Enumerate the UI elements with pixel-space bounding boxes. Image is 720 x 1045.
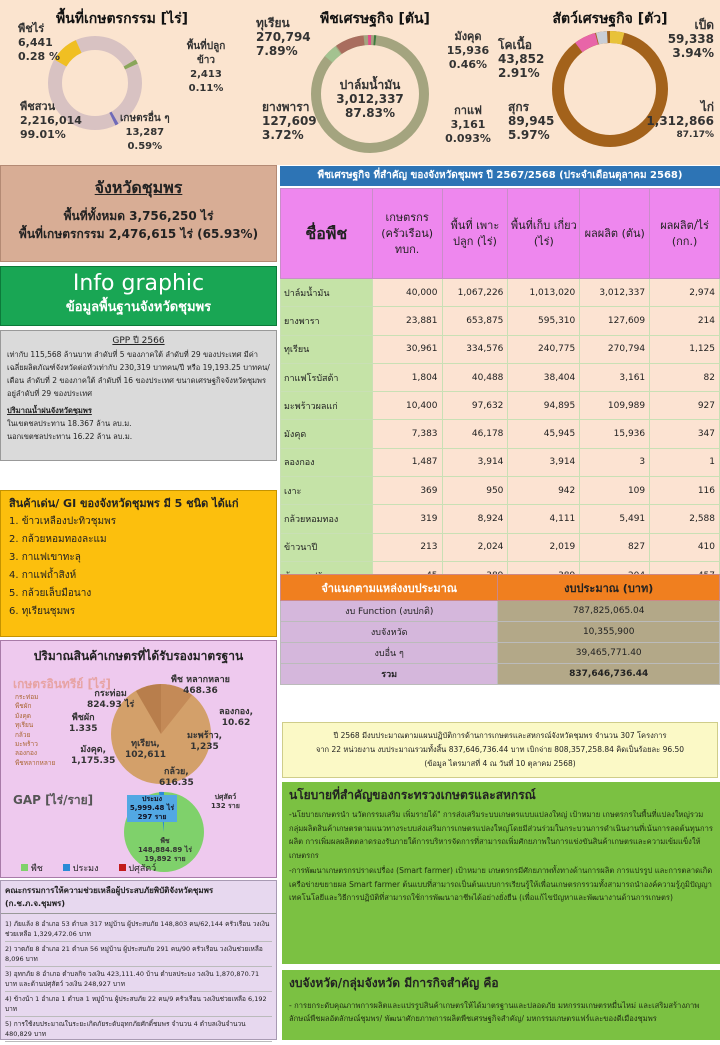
crop-name: มะพร้าวผลแก่ bbox=[281, 392, 373, 420]
label-rice: พื้นที่ปลูกข้าว 2,413 0.11% bbox=[186, 41, 226, 94]
province-total-area: พื้นที่ทั้งหมด 3,756,250 ไร่ bbox=[63, 209, 214, 223]
crop-name: ยางพารา bbox=[281, 307, 373, 335]
crop-value: 94,895 bbox=[508, 392, 580, 420]
label-orchard: พืชสวน 2,216,014 99.01% bbox=[20, 100, 82, 141]
table-row bbox=[281, 643, 720, 664]
crop-value: 3,914 bbox=[508, 448, 580, 476]
standards-panel bbox=[0, 640, 277, 878]
organic-label-banana: กล้วย, 616.35 bbox=[159, 767, 194, 788]
committee-heading: คณะกรรมการให้ความช่วยเหลือผู้ประสบภัยพิบัติจังหวัดชุมพร (ก.ช.ภ.จ.ชุมพร) bbox=[1, 881, 276, 914]
table-row bbox=[281, 279, 720, 307]
organic-label-kratom: กระท่อม 824.93 ไร่ bbox=[87, 689, 135, 710]
province-agri-area: พื้นที่เกษตรกรรม 2,476,615 ไร่ (65.93%) bbox=[18, 227, 259, 241]
table-row bbox=[281, 448, 720, 476]
crop-value: 270,794 bbox=[580, 335, 650, 363]
organic-legend bbox=[15, 693, 55, 768]
crop-value: 109 bbox=[580, 477, 650, 505]
committee-row: 1) ภัยแล้ง 8 อำเภอ 53 ตำบล 317 หมู่บ้าน ผู้ประสบภัย 148,803 คน/62,144 ครัวเรือน วงเงินช่วยเหลือ 1,329,472.06 บาท bbox=[5, 917, 272, 942]
gap-label-crops: พืช 148,884.89 ไร่ 19,892 ราย bbox=[137, 837, 192, 863]
organic-label-coconut: มะพร้าว, 1,235 bbox=[187, 731, 223, 752]
gpp-text: เท่ากับ 115,568 ล้านบาท ลำดับที่ 5 ของภาคใต้ ลำดับที่ 29 ของประเทศ มีค่าเฉลี่ยผลิตภัณฑ์จังหวัดต่อหัวเท่ากับ 230,319 บาทคน/ปี หรือ 19,193.25 บาทคน/เดือน ลำดับที่ 2 ของภาคใต้ ลำดับที่ 16 ของประเทศ ขนาดเศรษฐกิจจังหวัดชุมพรอยู่ลำดับที่ 29 ของประเทศ bbox=[7, 350, 270, 398]
crop-value: 1,487 bbox=[372, 448, 442, 476]
crop-value: 15,936 bbox=[580, 420, 650, 448]
crop-value: 8,924 bbox=[442, 505, 508, 533]
organic-title: เกษตรอินทรีย์ [ไร่] bbox=[13, 677, 111, 691]
crop-value: 109,989 bbox=[580, 392, 650, 420]
label-other-agri: เกษตรอื่น ๆ 13,287 0.59% bbox=[120, 113, 170, 152]
gi-item: 4. กาแฟถ้ำสิงห์ bbox=[9, 570, 77, 581]
province-name: จังหวัดชุมพร bbox=[94, 178, 183, 197]
crop-value: 2,588 bbox=[650, 505, 720, 533]
gap-legend bbox=[21, 861, 156, 875]
crop-value: 1,804 bbox=[372, 363, 442, 391]
legend-item: ลองกอง bbox=[15, 749, 38, 758]
crop-value: 10,400 bbox=[372, 392, 442, 420]
table-row bbox=[281, 622, 720, 643]
crop-value: 1 bbox=[650, 448, 720, 476]
policy-heading: นโยบายที่สำคัญของกระทรวงเกษตรและสหกรณ์ bbox=[289, 788, 536, 802]
legend-item: กระท่อม bbox=[15, 693, 39, 701]
committee-row: 5) การใช้งบประมาณในระยะเกิดภัยระดับอุทกภัยศักดิ์ชมพร จำนวน 4 ตำบลเงินจำนวน 480,829 บาท bbox=[5, 1017, 272, 1042]
policy-paragraph: -การพัฒนาเกษตรกรปราดเปรื่อง (Smart farmer) เป้าหมาย เกษตรกรมีศักยภาพทั้งทางด้านการผลิต การแปรรูป และการตลาดเกิดเครือข่ายขยายผล Smart farmer ต้นแบบที่สามารถเป็นต้นแบบการเรียนรู้ให้เพื่อนเกษตรกรรวมทั้งสามารถนำองค์ความรู้ภูมิปัญญา เทคโนโลยีและวิธีการปฏิบัติที่สามารถใช้การพัฒนาอาชีพได้อย่างยั่งยืน (เพื่อแก้ไขปัญหาและพัฒนางานด้านการเกษตร) bbox=[289, 866, 713, 902]
gap-label-fishery: ประมง 5,999.48 ไร่ 297 ราย bbox=[127, 795, 177, 822]
label-pig: สุกร 89,945 5.97% bbox=[508, 100, 555, 142]
crop-value: 942 bbox=[508, 477, 580, 505]
crop-value: 5,491 bbox=[580, 505, 650, 533]
top-summary-strip bbox=[0, 0, 720, 165]
gi-item: 2. กล้วยหอมทองละแม bbox=[9, 534, 107, 545]
crop-name: ปาล์มน้ำมัน bbox=[281, 279, 373, 307]
budget-source: งบ Function (งบปกติ) bbox=[281, 601, 498, 622]
table-row bbox=[281, 363, 720, 391]
crop-value: 334,576 bbox=[442, 335, 508, 363]
organic-label-vegetables: พืชผัก 1.335 bbox=[69, 713, 98, 734]
crop-value: 97,632 bbox=[442, 392, 508, 420]
gpp-panel bbox=[0, 330, 277, 461]
crop-value: 2,024 bbox=[442, 533, 508, 561]
crop-name: กาแฟโรบัสต้า bbox=[281, 363, 373, 391]
province-summary bbox=[0, 165, 277, 262]
budget-amount: 10,355,900 bbox=[498, 622, 720, 643]
crop-value: 595,310 bbox=[508, 307, 580, 335]
crop-value: 410 bbox=[650, 533, 720, 561]
crop-value: 3 bbox=[580, 448, 650, 476]
gap-legend-livestock: ปศุสัตว์ bbox=[119, 861, 157, 875]
col-header: งบประมาณ (บาท) bbox=[498, 575, 720, 601]
crop-value: 1,067,226 bbox=[442, 279, 508, 307]
gap-title: GAP [ไร่/ราย] bbox=[13, 793, 94, 807]
col-header: ผลผลิต/ไร่ (กก.) bbox=[650, 189, 720, 279]
crop-value: 950 bbox=[442, 477, 508, 505]
policy-panel bbox=[282, 782, 720, 964]
gi-item: 3. กาแฟเขาทะลุ bbox=[9, 552, 81, 563]
label-field-crops: พืชไร่ 6,441 0.28 % bbox=[18, 22, 60, 63]
infographic-banner bbox=[0, 266, 277, 326]
label-durian: ทุเรียน 270,794 7.89% bbox=[256, 16, 311, 58]
organic-label-durian: ทุเรียน, 102,611 bbox=[125, 739, 166, 760]
col-header: เกษตรกร (ครัวเรือน) ทบก. bbox=[372, 189, 442, 279]
table-row bbox=[281, 335, 720, 363]
budget-note-line: จาก 22 หน่วยงาน งบประมาณรวมทั้งสิ้น 837,646,736.44 บาท เบิกจ่าย 808,357,258.84 คิดเป็นร้อยละ 96.50 bbox=[315, 745, 685, 754]
table-row bbox=[281, 601, 720, 622]
econ-crops-title: พืชเศรษฐกิจ [ตัน] bbox=[320, 11, 430, 27]
water-heading: ปริมาณน้ำฝนจังหวัดชุมพร bbox=[7, 406, 92, 415]
label-chicken: ไก่ 1,312,866 87.17% bbox=[646, 100, 714, 140]
budget-table bbox=[280, 574, 720, 685]
infographic-subtitle: ข้อมูลพื้นฐานจังหวัดชุมพร bbox=[65, 300, 212, 315]
crop-value: 347 bbox=[650, 420, 720, 448]
budget-table-header bbox=[281, 575, 720, 601]
standards-title: ปริมาณสินค้าเกษตรที่ได้รับรองมาตรฐาน bbox=[33, 649, 244, 663]
crop-value: 4,111 bbox=[508, 505, 580, 533]
organic-label-mixed: พืช หลากหลาย 468.36 bbox=[171, 675, 230, 696]
committee-row: 3) อุทกภัย 8 อำเภอ ตำบลกิจ วงเงิน 423,111.40 บ้าน ตำบลประมง วงเงิน 1,870,870.71 บาท และด้านปศุสัตว์ วงเงิน 248,927 บาท bbox=[5, 967, 272, 992]
label-coffee: กาแฟ 3,161 0.093% bbox=[445, 104, 491, 145]
budget-source: งบอื่น ๆ bbox=[281, 643, 498, 664]
budget-note bbox=[282, 722, 718, 778]
infographic-title: Info graphic bbox=[72, 271, 205, 296]
table-row bbox=[281, 533, 720, 561]
provincial-budget-heading: งบจังหวัด/กลุ่มจังหวัด มีการกิจสำคัญ คือ bbox=[289, 976, 499, 990]
table-row bbox=[281, 392, 720, 420]
legend-item: กล้วย bbox=[15, 730, 31, 739]
table-row bbox=[281, 307, 720, 335]
table-row bbox=[281, 664, 720, 685]
crop-value: 3,914 bbox=[442, 448, 508, 476]
crop-value: 2,019 bbox=[508, 533, 580, 561]
budget-source: รวม bbox=[281, 664, 498, 685]
budget-note-line: (ข้อมูล ไตรมาสที่ 4 ณ วันที่ 10 ตุลาคม 2568) bbox=[424, 759, 576, 768]
gi-heading: สินค้าเด่น/ GI ของจังหวัดชุมพร มี 5 ชนิด ได้แก่ bbox=[9, 497, 239, 510]
budget-amount: 837,646,736.44 bbox=[498, 664, 720, 685]
label-duck: เป็ด 59,338 3.94% bbox=[667, 18, 714, 60]
crop-value: 3,012,337 bbox=[580, 279, 650, 307]
crop-name: ลองกอง bbox=[281, 448, 373, 476]
label-beef: โคเนื้อ 43,852 2.91% bbox=[498, 38, 545, 80]
crop-value: 1,013,020 bbox=[508, 279, 580, 307]
crop-value: 40,000 bbox=[372, 279, 442, 307]
gap-legend-crops: พืช bbox=[21, 861, 43, 875]
budget-amount: 787,825,065.04 bbox=[498, 601, 720, 622]
col-header: พื้นที่ เพาะปลูก (ไร่) bbox=[442, 189, 508, 279]
col-header: จำแนกตามแหล่งงบประมาณ bbox=[281, 575, 498, 601]
crop-value: 213 bbox=[372, 533, 442, 561]
crop-value: 82 bbox=[650, 363, 720, 391]
livestock-title: สัตว์เศรษฐกิจ [ตัว] bbox=[552, 11, 668, 27]
gi-item: 1. ข้าวเหลืองปะทิวชุมพร bbox=[9, 516, 117, 527]
legend-item: พืชหลากหลาย bbox=[15, 758, 56, 767]
committee-row: 4) ข้างน้า 1 อำเภอ 1 ตำบล 1 หมู่บ้าน ผู้ประสบภัย 22 คน/9 ครัวเรือน วงเงินช่วยเหลือ 6,192 บาท bbox=[5, 992, 272, 1017]
water-irrigated: ในเขตชลประทาน 18.367 ล้าน ลบ.ม. bbox=[7, 419, 132, 428]
gap-label-livestock: ปศุสัตว์ 132 ราย bbox=[211, 793, 240, 810]
budget-note-line: ปี 2568 มีงบประมาณตามแผนปฏิบัติการด้านการเกษตรและสหกรณ์จังหวัดชุมพร จำนวน 307 โครงการ bbox=[333, 731, 667, 740]
crop-value: 127,609 bbox=[580, 307, 650, 335]
gi-products-panel bbox=[0, 490, 277, 637]
crop-value: 30,961 bbox=[372, 335, 442, 363]
table-row bbox=[281, 477, 720, 505]
crop-name: เงาะ bbox=[281, 477, 373, 505]
provincial-budget-panel bbox=[282, 968, 720, 1040]
crop-table-title: พืชเศรษฐกิจ ที่สำคัญ ของจังหวัดชุมพร ปี 2567/2568 (ประจำเดือนตุลาคม 2568) bbox=[280, 166, 720, 186]
crop-value: 23,881 bbox=[372, 307, 442, 335]
crop-name: มังคุด bbox=[281, 420, 373, 448]
crop-value: 46,178 bbox=[442, 420, 508, 448]
table-row bbox=[281, 420, 720, 448]
committee-panel bbox=[0, 880, 277, 1040]
gi-item: 5. กล้วยเล็บมือนาง bbox=[9, 588, 92, 599]
policy-paragraph: -นโยบายเกษตรนำ นวัตกรรมเสริม เพิ่มรายได้" การส่งเสริมระบบเกษตรแบบแปลงใหญ่ เป้าหมาย เกษตรกรในพื้นที่แปลงใหญ่รวมกลุ่มผลิตสินค้าเกษตรตามแนวทางระบบส่งเสริมการเกษตรแปลงใหญ่โดยมีส่วนร่วมในกระบวนการดำเนินงานที่เน้นการลดต้นทุนการผลิต การเพิ่มผลผลิตตลาดรองรับภายใต้การบริหารจัดการที่สามารถเพิ่มศักยภาพในการแข่งขันสินค้าเกษตรและความเข้มแข็งให้เกษตรกร bbox=[289, 810, 713, 860]
legend-item: มะพร้าว bbox=[15, 740, 38, 749]
crop-value: 827 bbox=[580, 533, 650, 561]
crop-value: 369 bbox=[372, 477, 442, 505]
gi-item: 6. ทุเรียนชุมพร bbox=[9, 606, 76, 617]
organic-label-longkong: ลองกอง, 10.62 bbox=[219, 707, 253, 728]
col-header: ผลผลิต (ตัน) bbox=[580, 189, 650, 279]
agri-area-title: พื้นที่เกษตรกรรม [ไร่] bbox=[55, 11, 189, 27]
gpp-heading: GPP ปี 2566 bbox=[112, 336, 165, 346]
crop-value: 2,974 bbox=[650, 279, 720, 307]
organic-label-mangosteen: มังคุด, 1,175.35 bbox=[71, 745, 116, 766]
provincial-budget-text: - การยกระดับคุณภาพการผลิตและแปรรูปสินค้าเกษตรให้ได้มาตรฐานและปลอดภัย มหกรรมเกษตรหมื่นไหม่ และเสริมสร้างภาพลักษณ์พืชผลอัตลักษณ์ชุมพร/ พัฒนาศักยภาพการผลิตพืชเศรษฐกิจสำคัญ/ มหกรรมเกษตรแฟร์และของดีเมืองชุมพร bbox=[289, 1001, 700, 1023]
legend-item: มังคุด bbox=[15, 711, 32, 720]
label-palm: ปาล์มน้ำมัน 3,012,337 87.83% bbox=[336, 78, 404, 120]
label-mangosteen: มังคุด 15,936 0.46% bbox=[446, 30, 490, 71]
crop-value: 3,161 bbox=[580, 363, 650, 391]
crop-value: 927 bbox=[650, 392, 720, 420]
crop-value: 319 bbox=[372, 505, 442, 533]
crop-table bbox=[280, 188, 720, 590]
crop-value: 1,125 bbox=[650, 335, 720, 363]
crop-value: 214 bbox=[650, 307, 720, 335]
crop-value: 240,775 bbox=[508, 335, 580, 363]
label-rubber: ยางพารา 127,609 3.72% bbox=[262, 100, 317, 142]
table-row bbox=[281, 505, 720, 533]
col-header: พื้นที่เก็บ เกี่ยว (ไร่) bbox=[508, 189, 580, 279]
gap-legend-fishery: ประมง bbox=[63, 861, 99, 875]
legend-item: พืชผัก bbox=[15, 702, 32, 711]
crop-value: 653,875 bbox=[442, 307, 508, 335]
committee-row: 2) วาตภัย 8 อำเภอ 21 ตำบล 56 หมู่บ้าน ผู้ประสบภัย 291 คน/90 ครัวเรือน วงเงินช่วยเหลือ 8,096 บาท bbox=[5, 942, 272, 967]
crop-name: ทุเรียน bbox=[281, 335, 373, 363]
crop-value: 116 bbox=[650, 477, 720, 505]
crop-name: กล้วยหอมทอง bbox=[281, 505, 373, 533]
budget-amount: 39,465,771.40 bbox=[498, 643, 720, 664]
crop-name: ข้าวนาปี bbox=[281, 533, 373, 561]
col-header: ชื่อพืช bbox=[281, 189, 373, 279]
budget-source: งบจังหวัด bbox=[281, 622, 498, 643]
water-non-irrigated: นอกเขตชลประทาน 16.22 ล้าน ลบ.ม. bbox=[7, 432, 133, 441]
crop-value: 40,488 bbox=[442, 363, 508, 391]
legend-item: ทุเรียน bbox=[15, 721, 34, 730]
crop-value: 45,945 bbox=[508, 420, 580, 448]
crop-value: 7,383 bbox=[372, 420, 442, 448]
crop-table-header bbox=[281, 189, 720, 279]
crop-value: 38,404 bbox=[508, 363, 580, 391]
